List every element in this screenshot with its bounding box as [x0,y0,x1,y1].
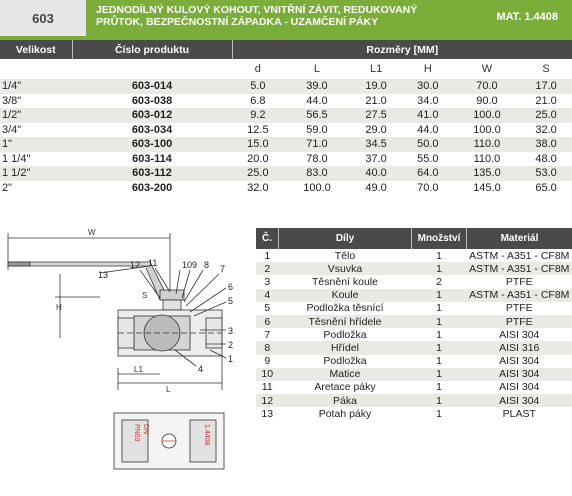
cell-dim-l1: 34.5 [350,137,402,152]
cell-qty: 1 [412,289,467,302]
cell-part: Podložka těsnící [279,302,412,315]
cell-dim-d: 5.0 [232,79,284,94]
cell-product-number: 603-014 [72,79,232,94]
cell-qty: 1 [412,302,467,315]
parts-row [256,355,572,368]
cell-part: Těsnění koule [279,275,412,288]
dims-subheader-d: d [232,59,284,79]
dim-l1-label: L1 [134,365,143,374]
dims-subheader-w: W [454,59,521,79]
dims-row [0,152,572,167]
dims-row [0,123,572,138]
cell-dim-l1: 21.0 [350,94,402,109]
cell-size: 2" [0,181,72,196]
cell-dim-d: 6.8 [232,94,284,109]
cell-dim-l1: 29.0 [350,123,402,138]
dims-subheader-h: H [402,59,454,79]
parts-row [256,328,572,341]
cell-part: Koule [279,289,412,302]
parts-row [256,302,572,315]
cell-product-number: 603-114 [72,152,232,167]
dims-row [0,181,572,196]
cell-product-number: 603-038 [72,94,232,109]
col-no-header: Č. [256,228,279,249]
col-dims-header: Rozměry [MM] [232,40,572,59]
cell-size: 1/2" [0,108,72,123]
parts-row [256,249,572,262]
dims-subheader-row [0,59,572,79]
cell-dim-w: 110.0 [454,137,521,152]
cell-qty: 1 [412,368,467,381]
cell-no: 3 [256,275,279,288]
cell-size: 1/4" [0,79,72,94]
cell-mat: PLAST [467,407,572,420]
dim-h-label: H [56,303,62,312]
cell-no: 2 [256,262,279,275]
cell-qty: 1 [412,315,467,328]
cell-dim-s: 38.0 [520,137,572,152]
cell-dim-h: 34.0 [402,94,454,109]
cell-dim-l: 83.0 [284,166,351,181]
cell-qty: 1 [412,341,467,354]
callout-label: 8 [204,260,209,270]
cell-no: 4 [256,289,279,302]
cell-no: 8 [256,341,279,354]
cell-size: 3/8" [0,94,72,109]
cell-mat: AISI 304 [467,381,572,394]
cell-dim-h: 55.0 [402,152,454,167]
callout-label: 13 [98,270,108,280]
cell-dim-d: 32.0 [232,181,284,196]
cell-part: Aretace páky [279,381,412,394]
cell-no: 11 [256,381,279,394]
cell-part: Podložka [279,355,412,368]
marking-dn: DN [142,424,149,434]
cell-mat: ASTM - A351 - CF8M [467,289,572,302]
cell-dim-w: 100.0 [454,108,521,123]
marking-pn: PN63 [133,424,140,442]
cell-product-number: 603-112 [72,166,232,181]
cell-dim-d: 12.5 [232,123,284,138]
parts-row [256,407,572,420]
cell-product-number: 603-034 [72,123,232,138]
cell-dim-l1: 37.0 [350,152,402,167]
dims-row [0,166,572,181]
cell-dim-s: 48.0 [520,152,572,167]
cell-no: 10 [256,368,279,381]
cell-mat: AISI 304 [467,394,572,407]
valve-drawing-svg [0,218,252,491]
callout-label: 2 [228,340,233,350]
marking-material: 1.4408 [203,424,210,446]
dims-subheader-s: S [520,59,572,79]
callout-label: 3 [228,326,233,336]
cell-part: Hřídel [279,341,412,354]
cell-dim-l: 71.0 [284,137,351,152]
cell-no: 5 [256,302,279,315]
callout-label: 5 [228,296,233,306]
cell-dim-w: 90.0 [454,94,521,109]
cell-dim-l: 44.0 [284,94,351,109]
cell-mat: PTFE [467,315,572,328]
cell-mat: ASTM - A351 - CF8M [467,262,572,275]
cell-mat: PTFE [467,275,572,288]
dims-row [0,108,572,123]
cell-mat: PTFE [467,302,572,315]
callout-label: 12 [130,260,140,270]
valve-technical-drawing [0,218,252,491]
cell-dim-w: 110.0 [454,152,521,167]
cell-mat: ASTM - A351 - CF8M [467,249,572,262]
col-size-header: Velikost [0,40,72,59]
cell-dim-l: 100.0 [284,181,351,196]
parts-table [256,228,572,420]
parts-row [256,262,572,275]
cell-dim-h: 44.0 [402,123,454,138]
cell-dim-w: 100.0 [454,123,521,138]
cell-dim-l: 78.0 [284,152,351,167]
cell-no: 6 [256,315,279,328]
cell-dim-w: 145.0 [454,181,521,196]
cell-part: Tělo [279,249,412,262]
cell-product-number: 603-012 [72,108,232,123]
cell-dim-h: 41.0 [402,108,454,123]
cell-qty: 2 [412,275,467,288]
parts-row [256,275,572,288]
cell-dim-d: 9.2 [232,108,284,123]
cell-dim-l1: 27.5 [350,108,402,123]
callout-label: 10 [182,260,192,270]
dims-row [0,137,572,152]
cell-dim-s: 53.0 [520,166,572,181]
col-material-header: Materiál [467,228,572,249]
cell-dim-d: 25.0 [232,166,284,181]
cell-mat: AISI 316 [467,341,572,354]
cell-no: 12 [256,394,279,407]
dimensions-table [0,40,572,195]
product-title-line2: PRŮTOK, BEZPEČNOSTNÍ ZÁPADKA - UZAMČENÍ PÁKY [96,16,426,28]
cell-mat: AISI 304 [467,328,572,341]
cell-size: 1" [0,137,72,152]
callout-label: 6 [228,282,233,292]
cell-dim-d: 20.0 [232,152,284,167]
dims-row [0,79,572,94]
cell-dim-l: 59.0 [284,123,351,138]
cell-dim-d: 15.0 [232,137,284,152]
dim-w-label: W [88,228,96,237]
cell-dim-h: 30.0 [402,79,454,94]
cell-mat: AISI 304 [467,355,572,368]
dims-body [0,79,572,195]
cell-dim-l1: 19.0 [350,79,402,94]
cell-part: Podložka [279,328,412,341]
cell-dim-s: 32.0 [520,123,572,138]
dim-l-label: L [166,385,171,394]
callout-label: 7 [220,264,225,274]
cell-dim-l1: 40.0 [350,166,402,181]
parts-row [256,289,572,302]
parts-row [256,315,572,328]
cell-no: 13 [256,407,279,420]
dims-subheader-l1: L1 [350,59,402,79]
cell-qty: 1 [412,249,467,262]
cell-dim-s: 21.0 [520,94,572,109]
cell-product-number: 603-100 [72,137,232,152]
cell-dim-h: 50.0 [402,137,454,152]
cell-part: Těsnění hřídele [279,315,412,328]
material-code: MAT. 1.4408 [496,11,558,23]
cell-mat: AISI 304 [467,368,572,381]
callout-label: 11 [148,258,157,268]
cell-size: 1 1/4" [0,152,72,167]
cell-qty: 1 [412,355,467,368]
parts-body [256,249,572,420]
cell-dim-l1: 49.0 [350,181,402,196]
cell-dim-h: 70.0 [402,181,454,196]
cell-no: 1 [256,249,279,262]
cell-part: Potah páky [279,407,412,420]
cell-part: Páka [279,394,412,407]
callout-label: 1 [228,354,233,364]
cell-size: 3/4" [0,123,72,138]
title-banner [86,0,572,36]
cell-product-number: 603-200 [72,181,232,196]
dims-subheader-l: L [284,59,351,79]
parts-row [256,394,572,407]
col-qty-header: Množství [412,228,467,249]
dims-row [0,94,572,109]
parts-row [256,368,572,381]
cell-no: 9 [256,355,279,368]
cell-part: Matice [279,368,412,381]
cell-part: Vsuvka [279,262,412,275]
cell-qty: 1 [412,407,467,420]
cell-dim-s: 17.0 [520,79,572,94]
cell-qty: 1 [412,394,467,407]
cell-dim-l: 56.5 [284,108,351,123]
callout-label: 9 [192,260,197,270]
product-title [96,4,426,28]
cell-dim-l: 39.0 [284,79,351,94]
cell-dim-w: 70.0 [454,79,521,94]
callout-label: 4 [198,364,203,374]
cell-dim-h: 64.0 [402,166,454,181]
cell-dim-s: 25.0 [520,108,572,123]
page-header [0,0,572,36]
cell-qty: 1 [412,328,467,341]
col-part-header: Díly [279,228,412,249]
cell-qty: 1 [412,262,467,275]
cell-no: 7 [256,328,279,341]
parts-row [256,341,572,354]
cell-qty: 1 [412,381,467,394]
product-title-line1: JEDNODÍLNÝ KULOVÝ KOHOUT, VNITŘNÍ ZÁVIT, REDUKOVANÝ [96,4,426,16]
cell-dim-w: 135.0 [454,166,521,181]
col-product-header: Číslo produktu [72,40,232,59]
series-code: 603 [0,0,86,36]
parts-row [256,381,572,394]
cell-size: 1 1/2" [0,166,72,181]
cell-dim-s: 65.0 [520,181,572,196]
dim-s-label: S [142,291,147,300]
